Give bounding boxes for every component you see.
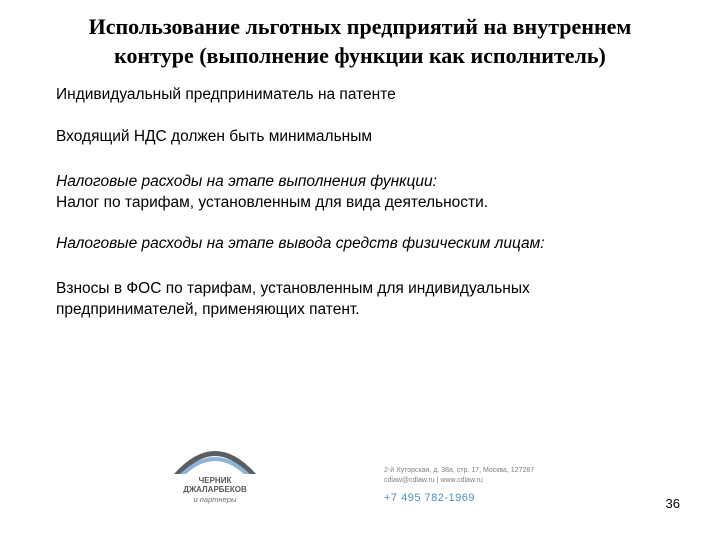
contact-web: cdlaw@cdlaw.ru | www.cdlaw.ru [384, 477, 483, 484]
paragraph-contributions [56, 278, 676, 320]
contact-address: 2-й Хуторская, д. 38а, стр. 17, Москва, 127287 [384, 467, 535, 474]
paragraph-vat: Входящий НДС должен быть минимальным [56, 128, 373, 145]
title-line-1: Использование льготных предприятий на внутреннем [88, 14, 632, 39]
logo-arc-icon [166, 434, 264, 478]
contributions-line-1: Взносы в ФОС по тарифам, установленным для индивидуальных [56, 280, 530, 297]
contact-block [384, 466, 644, 504]
execution-costs-text: Налог по тарифам, установленным для вида деятельности. [56, 194, 489, 211]
logo-name-line-2: ДЖАЛАРБЕКОВ [183, 485, 247, 494]
paragraph-withdrawal-costs: Налоговые расходы на этапе вывода средств физическим лицам: [56, 235, 545, 252]
execution-costs-heading: Налоговые расходы на этапе выполнения функции: [56, 173, 437, 190]
page-number: 36 [665, 496, 680, 511]
company-logo [166, 434, 264, 512]
paragraph-execution-costs [56, 171, 676, 213]
contributions-line-2: предпринимателей, применяющих патент. [56, 301, 360, 318]
contact-phone: +7 495 782-1969 [384, 492, 475, 504]
logo-subtitle: и партнеры [193, 495, 237, 504]
title-line-2: контуре (выполнение функции как исполнитель) [114, 43, 606, 68]
logo-name-line-1: ЧЕРНИК [198, 476, 232, 485]
slide-title [20, 12, 700, 70]
paragraph-entrepreneur: Индивидуальный предприниматель на патенте [56, 86, 396, 103]
